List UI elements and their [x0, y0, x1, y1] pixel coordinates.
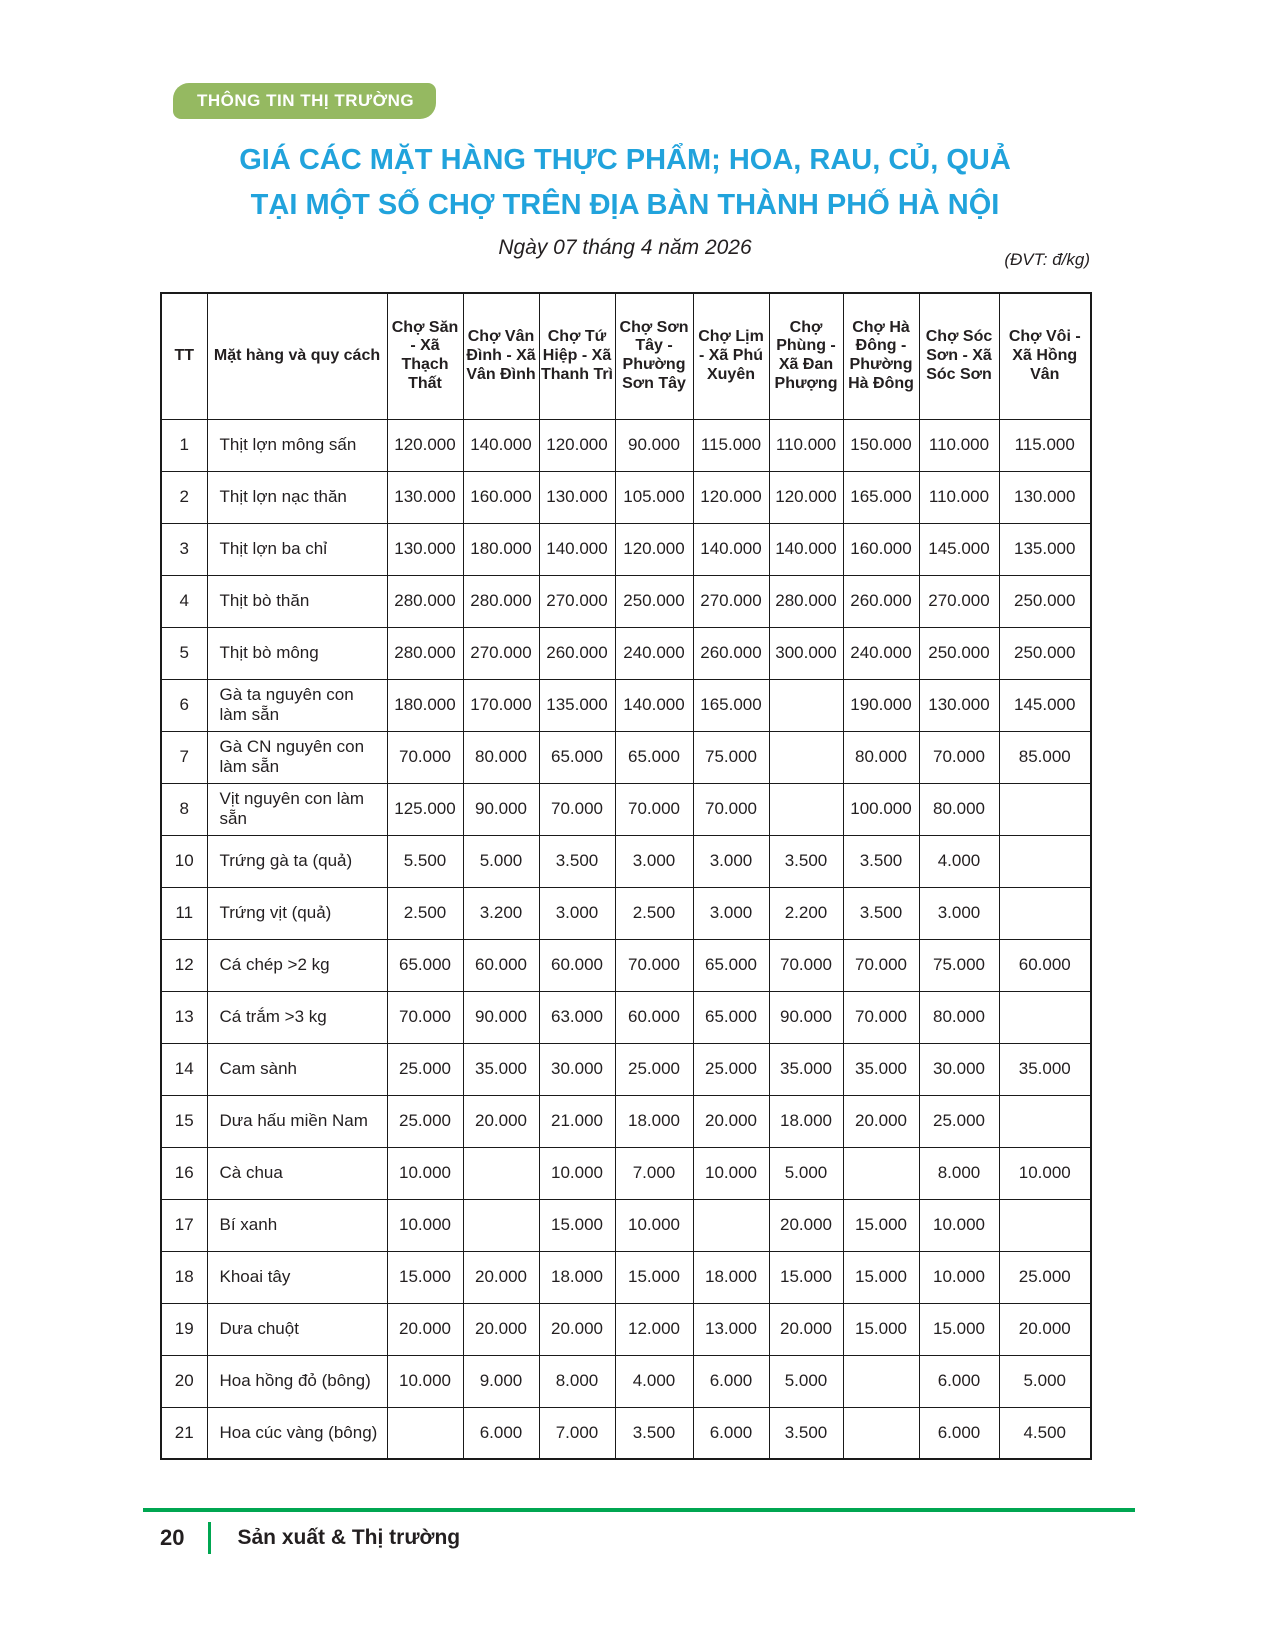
item-name: Trứng vịt (quả): [207, 887, 387, 939]
date-line: Ngày 07 tháng 4 năm 2026: [498, 235, 752, 259]
price-cell: 260.000: [843, 575, 919, 627]
price-cell: 180.000: [387, 679, 463, 731]
price-cell: 160.000: [463, 471, 539, 523]
price-cell: 10.000: [999, 1147, 1091, 1199]
item-name: Dưa chuột: [207, 1303, 387, 1355]
price-table: [160, 292, 1092, 1460]
price-cell: 270.000: [539, 575, 615, 627]
price-cell: 60.000: [539, 939, 615, 991]
price-cell: 3.500: [843, 887, 919, 939]
table-row: [161, 1251, 1091, 1303]
price-cell: 20.000: [463, 1095, 539, 1147]
price-cell: [999, 887, 1091, 939]
price-cell: 63.000: [539, 991, 615, 1043]
price-cell: 7.000: [615, 1147, 693, 1199]
row-number: 2: [161, 471, 207, 523]
price-cell: 3.500: [615, 1407, 693, 1459]
table-row: [161, 1303, 1091, 1355]
price-cell: 190.000: [843, 679, 919, 731]
price-cell: 90.000: [463, 783, 539, 835]
price-cell: 15.000: [843, 1251, 919, 1303]
table-row: [161, 471, 1091, 523]
price-cell: 3.500: [769, 1407, 843, 1459]
price-cell: 135.000: [539, 679, 615, 731]
price-cell: 8.000: [919, 1147, 999, 1199]
price-cell: [999, 1199, 1091, 1251]
table-row: [161, 419, 1091, 471]
price-cell: 6.000: [693, 1407, 769, 1459]
column-header: Chợ Vôi - Xã Hồng Vân: [999, 293, 1091, 419]
price-cell: 20.000: [463, 1251, 539, 1303]
column-header: Chợ Vân Đình - Xã Vân Đình: [463, 293, 539, 419]
row-number: 10: [161, 835, 207, 887]
row-number: 4: [161, 575, 207, 627]
table-row: [161, 1095, 1091, 1147]
price-cell: 3.500: [843, 835, 919, 887]
price-cell: 65.000: [387, 939, 463, 991]
price-cell: 130.000: [387, 471, 463, 523]
price-cell: 15.000: [843, 1199, 919, 1251]
price-cell: [999, 835, 1091, 887]
price-cell: 105.000: [615, 471, 693, 523]
table-row: [161, 627, 1091, 679]
price-cell: 20.000: [387, 1303, 463, 1355]
price-cell: [999, 1095, 1091, 1147]
price-cell: 15.000: [615, 1251, 693, 1303]
item-name: Cá trắm >3 kg: [207, 991, 387, 1043]
price-cell: 135.000: [999, 523, 1091, 575]
price-cell: 280.000: [387, 575, 463, 627]
price-cell: 18.000: [769, 1095, 843, 1147]
price-cell: 15.000: [843, 1303, 919, 1355]
table-row: [161, 887, 1091, 939]
row-number: 12: [161, 939, 207, 991]
price-cell: 70.000: [387, 731, 463, 783]
price-cell: 35.000: [999, 1043, 1091, 1095]
price-cell: [769, 783, 843, 835]
price-cell: 6.000: [919, 1407, 999, 1459]
price-cell: 70.000: [539, 783, 615, 835]
price-cell: 20.000: [769, 1199, 843, 1251]
price-cell: 130.000: [919, 679, 999, 731]
price-cell: 120.000: [693, 471, 769, 523]
price-cell: 70.000: [387, 991, 463, 1043]
price-cell: 15.000: [769, 1251, 843, 1303]
column-header: TT: [161, 293, 207, 419]
price-cell: 85.000: [999, 731, 1091, 783]
price-cell: 10.000: [387, 1355, 463, 1407]
column-header: Mặt hàng và quy cách: [207, 293, 387, 419]
price-cell: [843, 1355, 919, 1407]
price-cell: 5.500: [387, 835, 463, 887]
price-cell: 270.000: [463, 627, 539, 679]
price-cell: 280.000: [387, 627, 463, 679]
row-number: 7: [161, 731, 207, 783]
price-cell: 15.000: [919, 1303, 999, 1355]
price-cell: [843, 1407, 919, 1459]
price-cell: 70.000: [615, 939, 693, 991]
price-cell: 240.000: [843, 627, 919, 679]
price-cell: 6.000: [693, 1355, 769, 1407]
price-cell: 150.000: [843, 419, 919, 471]
price-cell: 3.000: [615, 835, 693, 887]
price-cell: 9.000: [463, 1355, 539, 1407]
price-cell: 8.000: [539, 1355, 615, 1407]
row-number: 15: [161, 1095, 207, 1147]
table-row: [161, 1355, 1091, 1407]
price-cell: 260.000: [539, 627, 615, 679]
price-cell: 145.000: [919, 523, 999, 575]
price-cell: 25.000: [919, 1095, 999, 1147]
row-number: 19: [161, 1303, 207, 1355]
item-name: Cam sành: [207, 1043, 387, 1095]
price-cell: 3.200: [463, 887, 539, 939]
price-cell: 70.000: [843, 991, 919, 1043]
price-cell: 3.000: [693, 835, 769, 887]
price-cell: 70.000: [769, 939, 843, 991]
table-row: [161, 1199, 1091, 1251]
page-number: 20: [160, 1525, 185, 1550]
price-cell: [463, 1199, 539, 1251]
price-cell: 15.000: [539, 1199, 615, 1251]
item-name: Trứng gà ta (quả): [207, 835, 387, 887]
section-badge: THÔNG TIN THỊ TRƯỜNG: [173, 83, 436, 119]
price-cell: [999, 991, 1091, 1043]
price-cell: 280.000: [463, 575, 539, 627]
row-number: 17: [161, 1199, 207, 1251]
price-cell: 12.000: [615, 1303, 693, 1355]
price-cell: 90.000: [463, 991, 539, 1043]
item-name: Khoai tây: [207, 1251, 387, 1303]
price-cell: 20.000: [999, 1303, 1091, 1355]
price-cell: [463, 1147, 539, 1199]
item-name: Cà chua: [207, 1147, 387, 1199]
price-cell: 280.000: [769, 575, 843, 627]
table-row: [161, 1043, 1091, 1095]
price-cell: 7.000: [539, 1407, 615, 1459]
price-cell: 13.000: [693, 1303, 769, 1355]
column-header: Chợ Sóc Sơn - Xã Sóc Sơn: [919, 293, 999, 419]
price-cell: 80.000: [463, 731, 539, 783]
price-cell: 110.000: [919, 471, 999, 523]
price-cell: 240.000: [615, 627, 693, 679]
price-cell: 18.000: [615, 1095, 693, 1147]
price-cell: 35.000: [769, 1043, 843, 1095]
column-header: Chợ Sơn Tây - Phường Sơn Tây: [615, 293, 693, 419]
table-row: [161, 1147, 1091, 1199]
price-cell: 60.000: [463, 939, 539, 991]
price-cell: 250.000: [919, 627, 999, 679]
price-cell: 65.000: [539, 731, 615, 783]
price-cell: 10.000: [693, 1147, 769, 1199]
price-cell: 125.000: [387, 783, 463, 835]
price-cell: 3.000: [919, 887, 999, 939]
price-cell: 70.000: [843, 939, 919, 991]
price-cell: 65.000: [615, 731, 693, 783]
price-cell: 270.000: [919, 575, 999, 627]
price-cell: 140.000: [539, 523, 615, 575]
item-name: Bí xanh: [207, 1199, 387, 1251]
table-row: [161, 783, 1091, 835]
price-cell: 120.000: [539, 419, 615, 471]
footer-separator: [208, 1522, 211, 1554]
price-cell: 25.000: [387, 1043, 463, 1095]
price-cell: 60.000: [615, 991, 693, 1043]
price-cell: 70.000: [919, 731, 999, 783]
price-cell: 115.000: [999, 419, 1091, 471]
item-name: Thịt bò thăn: [207, 575, 387, 627]
table-row: [161, 731, 1091, 783]
price-cell: 6.000: [919, 1355, 999, 1407]
price-cell: 140.000: [615, 679, 693, 731]
item-name: Cá chép >2 kg: [207, 939, 387, 991]
price-cell: 30.000: [539, 1043, 615, 1095]
price-cell: [843, 1147, 919, 1199]
price-cell: 60.000: [999, 939, 1091, 991]
price-cell: 170.000: [463, 679, 539, 731]
price-cell: 3.000: [539, 887, 615, 939]
price-cell: 145.000: [999, 679, 1091, 731]
price-cell: 5.000: [999, 1355, 1091, 1407]
price-cell: 20.000: [463, 1303, 539, 1355]
price-cell: 65.000: [693, 939, 769, 991]
price-cell: 4.500: [999, 1407, 1091, 1459]
price-cell: 110.000: [919, 419, 999, 471]
price-cell: 120.000: [387, 419, 463, 471]
price-cell: 165.000: [843, 471, 919, 523]
price-cell: 15.000: [387, 1251, 463, 1303]
item-name: Thịt bò mông: [207, 627, 387, 679]
price-cell: 2.500: [615, 887, 693, 939]
price-cell: 2.200: [769, 887, 843, 939]
price-cell: 115.000: [693, 419, 769, 471]
table-row: [161, 1407, 1091, 1459]
price-cell: 6.000: [463, 1407, 539, 1459]
item-name: Hoa cúc vàng (bông): [207, 1407, 387, 1459]
row-number: 18: [161, 1251, 207, 1303]
price-cell: 10.000: [387, 1147, 463, 1199]
price-cell: 20.000: [693, 1095, 769, 1147]
row-number: 8: [161, 783, 207, 835]
row-number: 14: [161, 1043, 207, 1095]
table-header-row: [161, 293, 1091, 419]
column-header: Chợ Phùng - Xã Đan Phượng: [769, 293, 843, 419]
price-cell: 25.000: [615, 1043, 693, 1095]
page-title-line1: GIÁ CÁC MẶT HÀNG THỰC PHẨM; HOA, RAU, CỦ, QUẢ: [239, 144, 1011, 176]
price-cell: 5.000: [769, 1147, 843, 1199]
price-cell: 4.000: [919, 835, 999, 887]
price-cell: 120.000: [615, 523, 693, 575]
price-cell: 80.000: [843, 731, 919, 783]
price-cell: 70.000: [615, 783, 693, 835]
column-header: Chợ Tứ Hiệp - Xã Thanh Trì: [539, 293, 615, 419]
table-row: [161, 679, 1091, 731]
price-cell: 18.000: [539, 1251, 615, 1303]
price-cell: 75.000: [919, 939, 999, 991]
table-row: [161, 835, 1091, 887]
price-cell: 70.000: [693, 783, 769, 835]
price-cell: 18.000: [693, 1251, 769, 1303]
price-cell: 5.000: [463, 835, 539, 887]
table-row: [161, 991, 1091, 1043]
page-header: [160, 138, 1090, 260]
price-cell: 10.000: [387, 1199, 463, 1251]
page-title: [160, 138, 1090, 228]
price-cell: 20.000: [539, 1303, 615, 1355]
price-cell: 130.000: [387, 523, 463, 575]
price-cell: 25.000: [693, 1043, 769, 1095]
price-cell: 140.000: [693, 523, 769, 575]
row-number: 6: [161, 679, 207, 731]
row-number: 3: [161, 523, 207, 575]
price-cell: 250.000: [999, 575, 1091, 627]
price-cell: 130.000: [539, 471, 615, 523]
row-number: 21: [161, 1407, 207, 1459]
price-cell: 2.500: [387, 887, 463, 939]
price-cell: 3.500: [539, 835, 615, 887]
row-number: 16: [161, 1147, 207, 1199]
price-cell: 140.000: [463, 419, 539, 471]
price-cell: 110.000: [769, 419, 843, 471]
item-name: Vịt nguyên con làm sẵn: [207, 783, 387, 835]
footer-rule: [143, 1508, 1135, 1512]
item-name: Thịt lợn ba chỉ: [207, 523, 387, 575]
price-cell: 3.500: [769, 835, 843, 887]
price-cell: 4.000: [615, 1355, 693, 1407]
item-name: Thịt lợn mông sấn: [207, 419, 387, 471]
price-cell: 30.000: [919, 1043, 999, 1095]
price-cell: 10.000: [539, 1147, 615, 1199]
price-cell: 140.000: [769, 523, 843, 575]
price-cell: 35.000: [843, 1043, 919, 1095]
price-cell: 20.000: [769, 1303, 843, 1355]
price-cell: [693, 1199, 769, 1251]
price-cell: 300.000: [769, 627, 843, 679]
item-name: Gà ta nguyên con làm sẵn: [207, 679, 387, 731]
price-cell: 65.000: [693, 991, 769, 1043]
item-name: Gà CN nguyên con làm sẵn: [207, 731, 387, 783]
price-cell: 80.000: [919, 991, 999, 1043]
table-row: [161, 523, 1091, 575]
price-cell: 260.000: [693, 627, 769, 679]
row-number: 13: [161, 991, 207, 1043]
price-cell: 20.000: [843, 1095, 919, 1147]
price-cell: 180.000: [463, 523, 539, 575]
price-cell: 130.000: [999, 471, 1091, 523]
price-cell: [999, 783, 1091, 835]
item-name: Thịt lợn nạc thăn: [207, 471, 387, 523]
price-cell: 10.000: [919, 1199, 999, 1251]
publication-name: Sản xuất & Thị trường: [237, 1526, 461, 1549]
price-cell: 5.000: [769, 1355, 843, 1407]
row-number: 11: [161, 887, 207, 939]
price-cell: 160.000: [843, 523, 919, 575]
price-cell: 10.000: [615, 1199, 693, 1251]
column-header: Chợ Hà Đông - Phường Hà Đông: [843, 293, 919, 419]
price-cell: [769, 731, 843, 783]
price-cell: [387, 1407, 463, 1459]
price-cell: 270.000: [693, 575, 769, 627]
price-cell: 250.000: [615, 575, 693, 627]
price-cell: 120.000: [769, 471, 843, 523]
table-row: [161, 575, 1091, 627]
price-cell: 165.000: [693, 679, 769, 731]
table-row: [161, 939, 1091, 991]
price-cell: 75.000: [693, 731, 769, 783]
price-cell: 25.000: [387, 1095, 463, 1147]
price-cell: 25.000: [999, 1251, 1091, 1303]
price-cell: 21.000: [539, 1095, 615, 1147]
row-number: 5: [161, 627, 207, 679]
price-cell: 3.000: [693, 887, 769, 939]
price-cell: 90.000: [615, 419, 693, 471]
price-cell: 35.000: [463, 1043, 539, 1095]
price-cell: 80.000: [919, 783, 999, 835]
price-cell: 90.000: [769, 991, 843, 1043]
item-name: Dưa hấu miền Nam: [207, 1095, 387, 1147]
price-cell: 250.000: [999, 627, 1091, 679]
unit-note: (ĐVT: đ/kg): [1004, 250, 1090, 269]
column-header: Chợ Săn - Xã Thạch Thất: [387, 293, 463, 419]
price-cell: [769, 679, 843, 731]
table-body: [161, 419, 1091, 1459]
price-cell: 100.000: [843, 783, 919, 835]
page-footer: [160, 1522, 460, 1554]
item-name: Hoa hồng đỏ (bông): [207, 1355, 387, 1407]
price-cell: 10.000: [919, 1251, 999, 1303]
column-header: Chợ Lịm - Xã Phú Xuyên: [693, 293, 769, 419]
row-number: 1: [161, 419, 207, 471]
page-title-line2: TẠI MỘT SỐ CHỢ TRÊN ĐỊA BÀN THÀNH PHỐ HÀ NỘI: [250, 188, 1000, 221]
row-number: 20: [161, 1355, 207, 1407]
